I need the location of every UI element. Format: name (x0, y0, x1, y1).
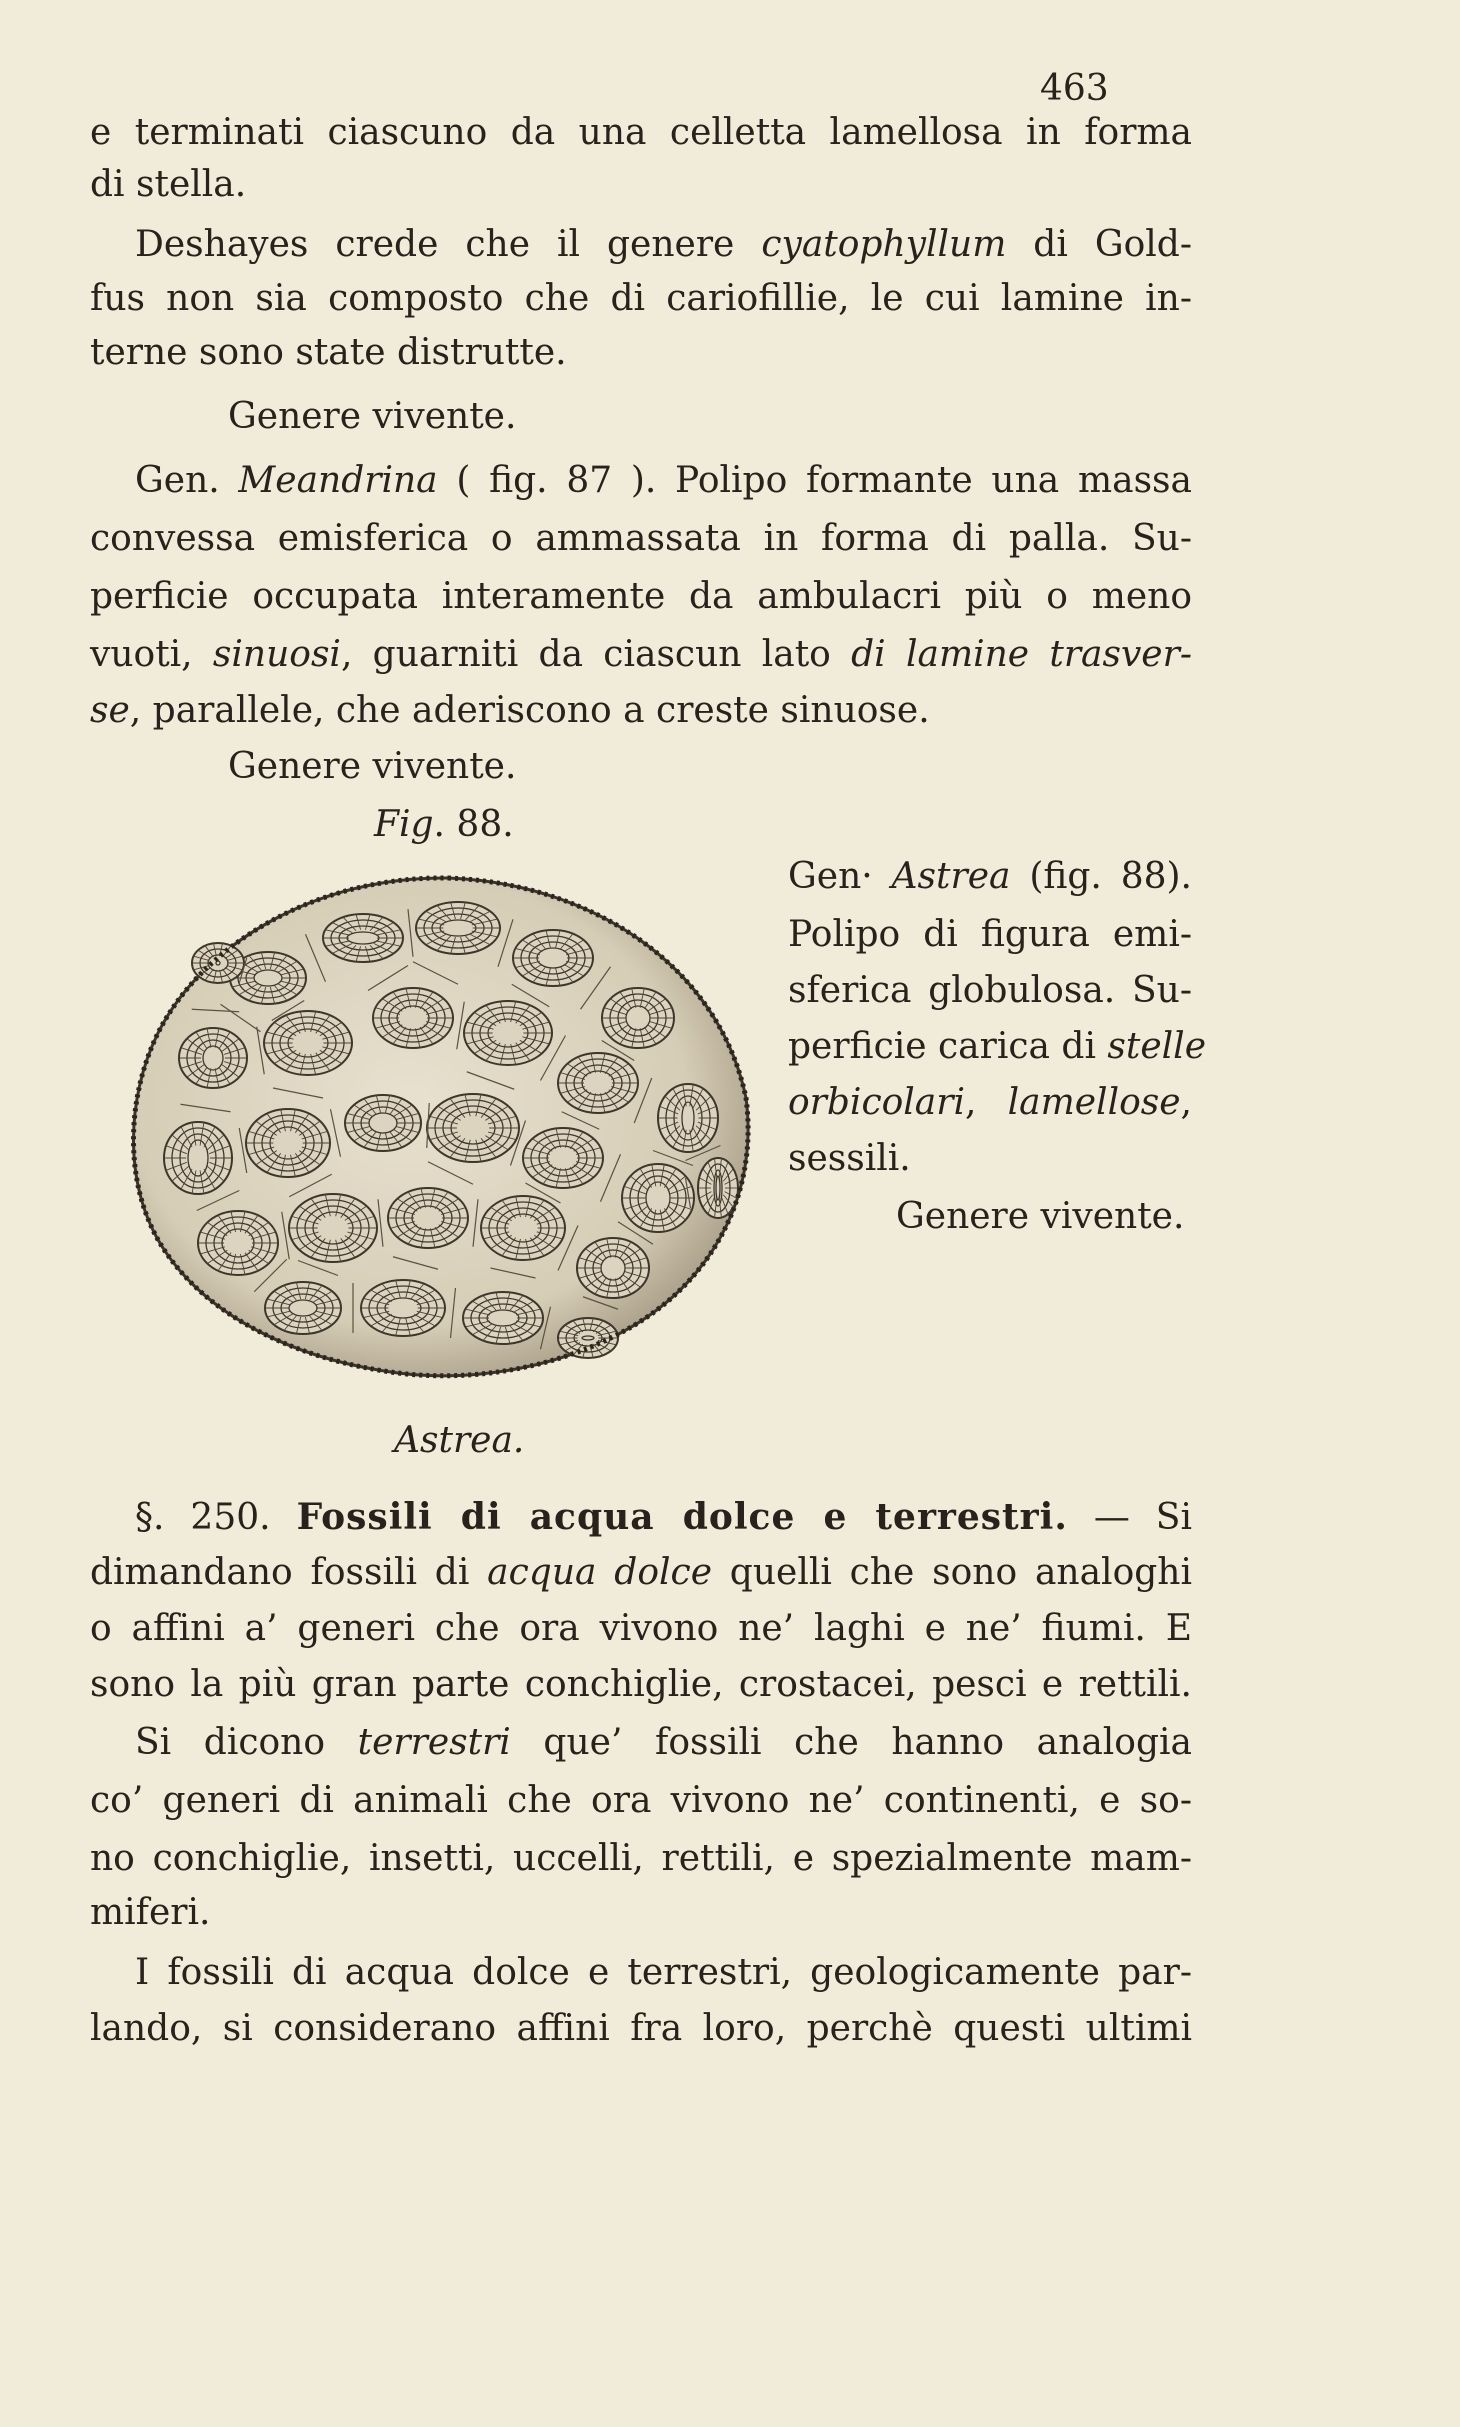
text-line: vuoti, sinuosi, guarniti da ciascun lato di lamine trasver- (90, 634, 1192, 675)
text-line: Gen· Astrea (fig. 88). (788, 856, 1192, 897)
text-line: convessa emisferica o ammassata in forma di palla. Su- (90, 518, 1192, 559)
polyp-star (622, 1164, 694, 1232)
polyp-star (198, 1211, 278, 1275)
polyp-star (361, 1280, 445, 1336)
text-line: perficie occupata interamente da ambulacri più o meno (90, 576, 1192, 617)
polyp-star (264, 1011, 352, 1075)
polyp-star (513, 930, 593, 986)
text-line: Genere vivente. (896, 1196, 1185, 1237)
polyp-star (373, 988, 453, 1048)
text-line: lando, si considerano affini fra loro, perchè questi ultimi (90, 2008, 1192, 2049)
polyp-star (463, 1292, 543, 1344)
astrea-coral-illustration (118, 868, 758, 1388)
text-line: sferica globulosa. Su- (788, 970, 1192, 1011)
figure-label: Fig. 88. (374, 804, 514, 845)
text-line: orbicolari, lamellose, (788, 1082, 1192, 1123)
text-line: perficie carica di stelle (788, 1026, 1206, 1067)
text-line: fus non sia composto che di cariofillie, le cui lamine in- (90, 278, 1192, 319)
text-line: Gen. Meandrina ( fig. 87 ). Polipo formante una massa (135, 460, 1192, 501)
polyp-star (388, 1188, 468, 1248)
text-line: miferi. (90, 1892, 211, 1933)
text-line: sessili. (788, 1138, 911, 1179)
polyp-star (577, 1238, 649, 1298)
polyp-star (602, 988, 674, 1048)
polyp-star (265, 1282, 341, 1334)
text-line: Deshayes crede che il genere cyatophyllum di Gold- (135, 224, 1192, 265)
text-line: Genere vivente. (228, 396, 517, 437)
text-line: di stella. (90, 164, 247, 205)
polyp-star (192, 943, 244, 983)
polyp-star (179, 1028, 247, 1088)
polyp-star (427, 1094, 519, 1162)
polyp-star (416, 902, 500, 954)
text-line: no conchiglie, insetti, uccelli, rettili, e spezialmente mam- (90, 1838, 1192, 1879)
coral-engraving-svg (118, 868, 758, 1388)
text-line: terne sono state distrutte. (90, 332, 567, 373)
polyp-star (323, 914, 403, 962)
text-line: Polipo di figura emi- (788, 914, 1192, 955)
section-heading-line: §. 250. Fossili di acqua dolce e terrestri. — Si (135, 1496, 1192, 1538)
polyp-star (345, 1095, 421, 1151)
polyp-star (658, 1084, 718, 1152)
polyp-star (523, 1128, 603, 1188)
polyp-star (246, 1109, 330, 1177)
page-number: 463 (1040, 68, 1109, 109)
text-line: e terminati ciascuno da una celletta lamellosa in forma (90, 112, 1192, 153)
text-line: se, parallele, che aderiscono a creste sinuose. (90, 690, 930, 731)
polyp-star (464, 1001, 552, 1065)
section-heading: Fossili di acqua dolce e terrestri. (296, 1496, 1068, 1538)
polyp-star (481, 1196, 565, 1260)
text-line: Si dicono terrestri que’ fossili che hanno analogia (135, 1722, 1192, 1763)
polyp-star (558, 1053, 638, 1113)
text-line: I fossili di acqua dolce e terrestri, geologicamente par- (135, 1952, 1192, 1993)
text-line: Genere vivente. (228, 746, 517, 787)
text-line: dimandano fossili di acqua dolce quelli che sono analoghi (90, 1552, 1192, 1593)
polyp-star (164, 1122, 232, 1194)
figure-caption: Astrea. (394, 1420, 525, 1461)
polyp-star (558, 1318, 618, 1358)
text-line: o affini a’ generi che ora vivono ne’ laghi e ne’ fiumi. E (90, 1608, 1192, 1649)
text-line: co’ generi di animali che ora vivono ne’ continenti, e so- (90, 1780, 1192, 1821)
polyp-star (289, 1194, 377, 1262)
text-line: sono la più gran parte conchiglie, crostacei, pesci e rettili. (90, 1664, 1192, 1705)
